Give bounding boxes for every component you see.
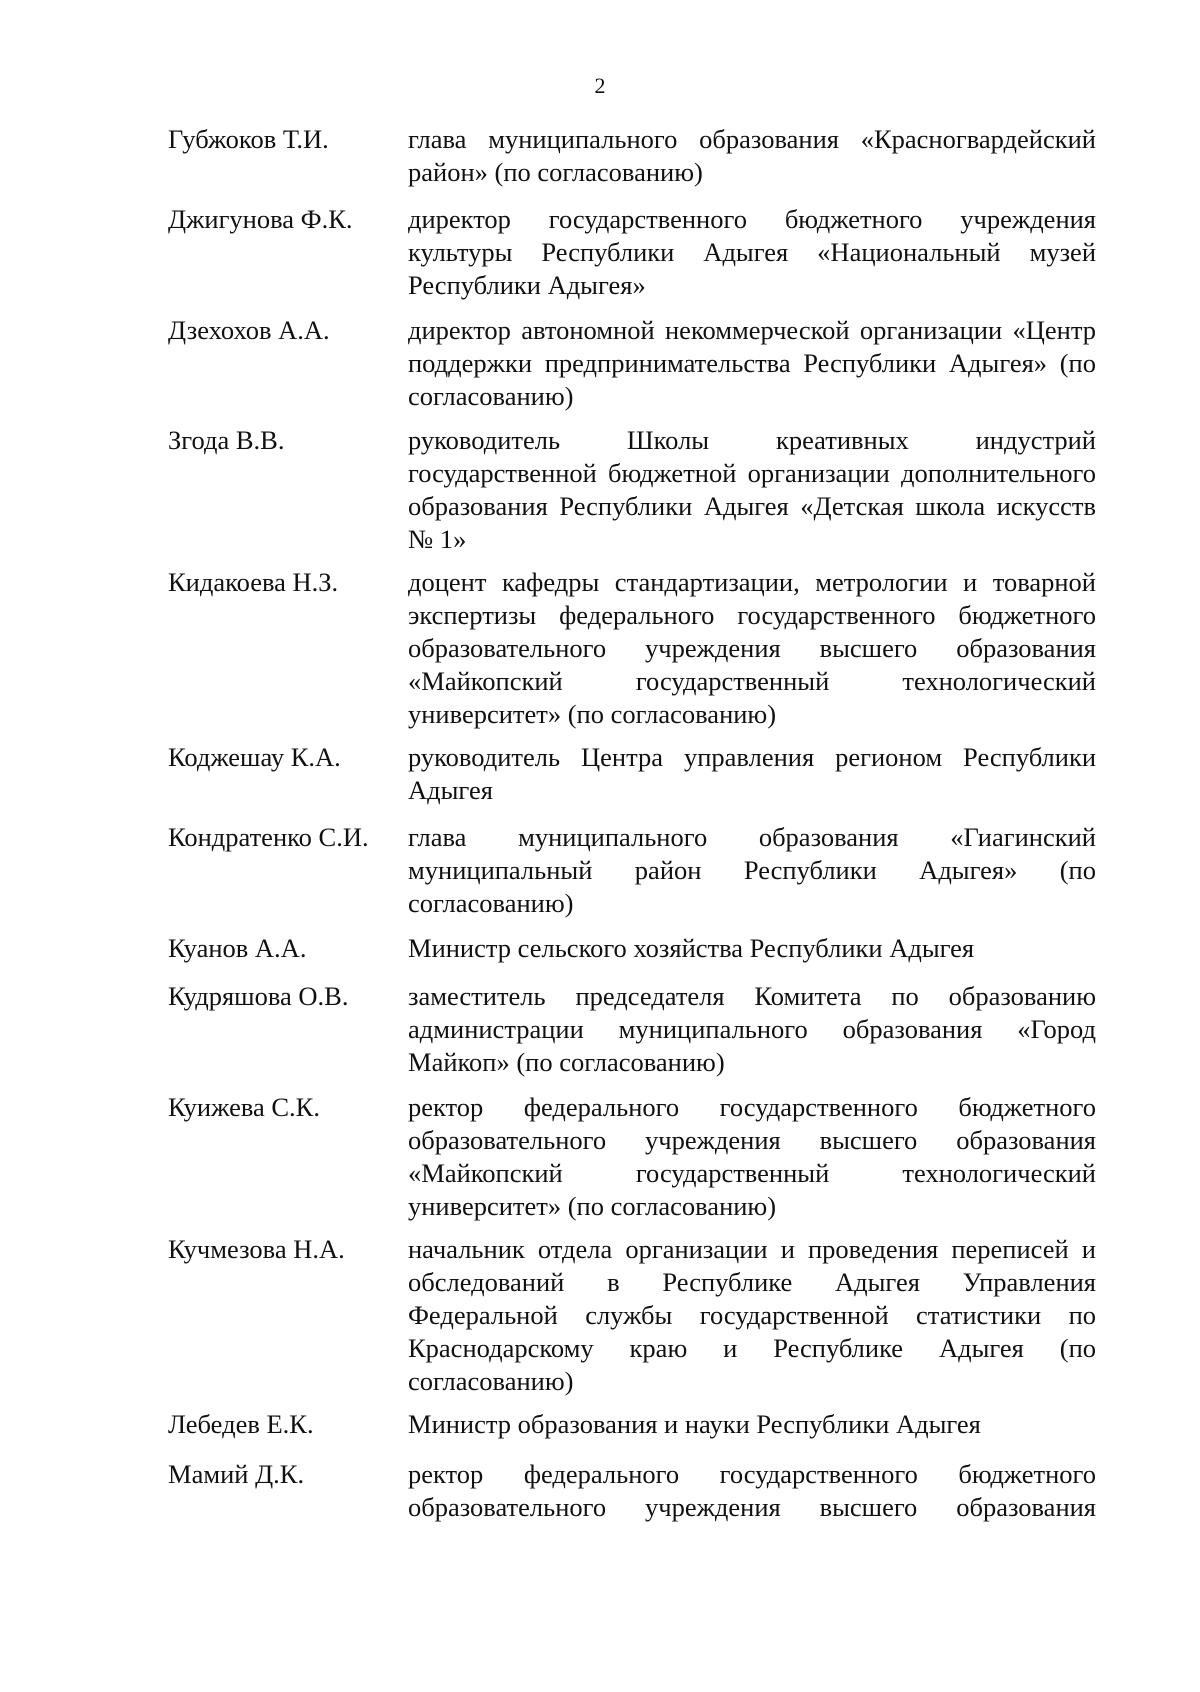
- member-name: Кучмезова Н.А.: [168, 1234, 345, 1264]
- member-role: заместитель председателя Комитета по образованию администрации муниципального образования «Город Майкоп» (по согласованию): [408, 981, 1096, 1077]
- member-role: директор автономной некоммерческой организации «Центр поддержки предпринимательства Республики Адыгея» (по согласованию): [408, 315, 1096, 411]
- member-role: ректор федерального государственного бюджетного образовательного учреждения высшего образования «Майкопский государственный технологический университет» (по согласованию): [408, 1092, 1096, 1221]
- member-name: Коджешау К.А.: [168, 742, 341, 772]
- member-role: руководитель Школы креативных индустрий государственной бюджетной организации дополнительного образования Республики Адыгея «Детская школа искусств № 1»: [408, 425, 1096, 554]
- member-name: Згода В.В.: [168, 425, 285, 455]
- member-name: Кондратенко С.И.: [168, 822, 369, 852]
- member-name: Куанов А.А.: [168, 933, 307, 963]
- member-role: начальник отдела организации и проведения переписей и обследований в Республике Адыгея Управления Федеральной службы государственной статистики по Краснодарскому краю и Республике Адыгея (по согласованию): [408, 1234, 1096, 1396]
- member-role: Министр образования и науки Республики Адыгея: [408, 1409, 981, 1439]
- member-name: Мамий Д.К.: [168, 1459, 305, 1489]
- member-role: доцент кафедры стандартизации, метрологии и товарной экспертизы федерального государственного бюджетного образовательного учреждения высшего образования «Майкопский государственный технологический университет» (по согласованию): [408, 567, 1096, 729]
- member-role: руководитель Центра управления регионом Республики Адыгея: [408, 742, 1096, 805]
- member-name: Кудряшова О.В.: [168, 981, 349, 1011]
- member-role: ректор федерального государственного бюджетного образовательного учреждения высшего образования: [408, 1459, 1096, 1522]
- page-number: 2: [594, 73, 606, 98]
- member-name: Дзехохов А.А.: [168, 315, 330, 345]
- member-name: Губжоков Т.И.: [168, 124, 329, 154]
- member-role: директор государственного бюджетного учреждения культуры Республики Адыгея «Национальный музей Республики Адыгея»: [408, 204, 1096, 300]
- member-name: Лебедев Е.К.: [168, 1409, 314, 1439]
- member-name: Куижева С.К.: [168, 1092, 320, 1122]
- member-role: глава муниципального образования «Красногвардейский район» (по согласованию): [408, 124, 1096, 187]
- member-name: Джигунова Ф.К.: [168, 204, 353, 234]
- member-name: Кидакоева Н.З.: [168, 567, 339, 597]
- member-role: Министр сельского хозяйства Республики Адыгея: [408, 933, 975, 963]
- member-role: глава муниципального образования «Гиагинский муниципальный район Республики Адыгея» (по согласованию): [408, 822, 1096, 918]
